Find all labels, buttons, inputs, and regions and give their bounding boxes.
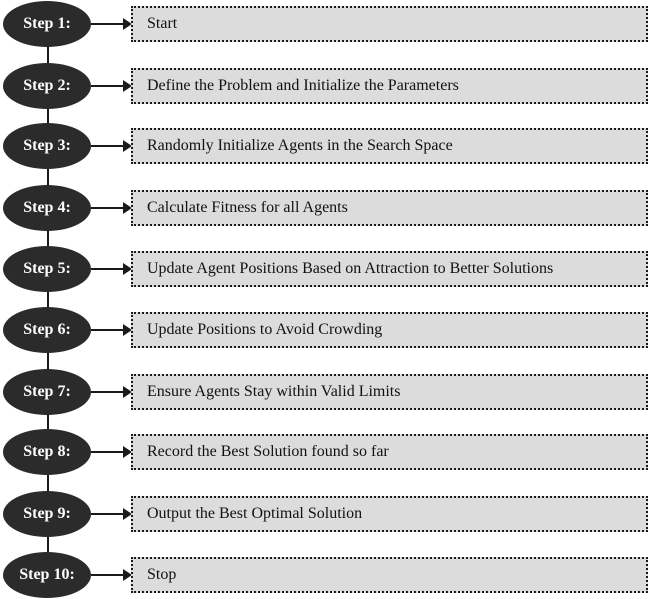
- step-text: Update Agent Positions Based on Attraction to Better Solutions: [147, 260, 554, 277]
- connector-line: [91, 391, 125, 393]
- step-text: Ensure Agents Stay within Valid Limits: [147, 383, 401, 400]
- step-label: Step 7:: [23, 383, 71, 400]
- step-label-oval: [3, 1, 91, 47]
- step-row: [0, 428, 653, 476]
- step-box: [131, 68, 648, 104]
- step-label-oval: [3, 307, 91, 353]
- connector-line: [91, 574, 125, 576]
- step-row: [0, 122, 653, 170]
- connector-line: [91, 85, 125, 87]
- step-box: [131, 251, 648, 287]
- step-row: [0, 0, 653, 48]
- connector-line: [91, 207, 125, 209]
- step-label-oval: [3, 123, 91, 169]
- step-row: [0, 62, 653, 110]
- step-box: [131, 374, 648, 410]
- step-box: [131, 128, 648, 164]
- step-row: [0, 490, 653, 538]
- step-text: Define the Problem and Initialize the Parameters: [147, 77, 459, 94]
- step-label: Step 5:: [23, 260, 71, 277]
- step-box: [131, 312, 648, 348]
- step-label: Step 1:: [23, 15, 71, 32]
- step-text: Output the Best Optimal Solution: [147, 505, 363, 522]
- step-box: [131, 190, 648, 226]
- step-label: Step 3:: [23, 137, 71, 154]
- step-box: [131, 496, 648, 532]
- step-label-oval: [3, 185, 91, 231]
- connector-line: [91, 145, 125, 147]
- step-label-oval: [3, 491, 91, 537]
- step-text: Update Positions to Avoid Crowding: [147, 321, 383, 338]
- step-box: [131, 434, 648, 470]
- step-box: [131, 557, 648, 593]
- step-text: Calculate Fitness for all Agents: [147, 199, 348, 216]
- step-text: Randomly Initialize Agents in the Search Space: [147, 137, 453, 154]
- step-label-oval: [3, 369, 91, 415]
- step-text: Start: [147, 15, 178, 32]
- step-label: Step 10:: [19, 566, 75, 583]
- step-row: [0, 245, 653, 293]
- step-label: Step 4:: [23, 199, 71, 216]
- step-row: [0, 551, 653, 599]
- step-text: Record the Best Solution found so far: [147, 443, 389, 460]
- connector-line: [91, 513, 125, 515]
- step-row: [0, 368, 653, 416]
- step-label-oval: [3, 63, 91, 109]
- step-label: Step 8:: [23, 443, 71, 460]
- connector-line: [91, 451, 125, 453]
- step-row: [0, 306, 653, 354]
- step-label-oval: [3, 552, 91, 598]
- step-text: Stop: [147, 566, 177, 583]
- connector-line: [91, 268, 125, 270]
- connector-line: [91, 23, 125, 25]
- step-label: Step 6:: [23, 321, 71, 338]
- step-label-oval: [3, 429, 91, 475]
- step-label-oval: [3, 246, 91, 292]
- step-box: [131, 6, 648, 42]
- step-row: [0, 184, 653, 232]
- step-label: Step 2:: [23, 77, 71, 94]
- step-label: Step 9:: [23, 505, 71, 522]
- connector-line: [91, 329, 125, 331]
